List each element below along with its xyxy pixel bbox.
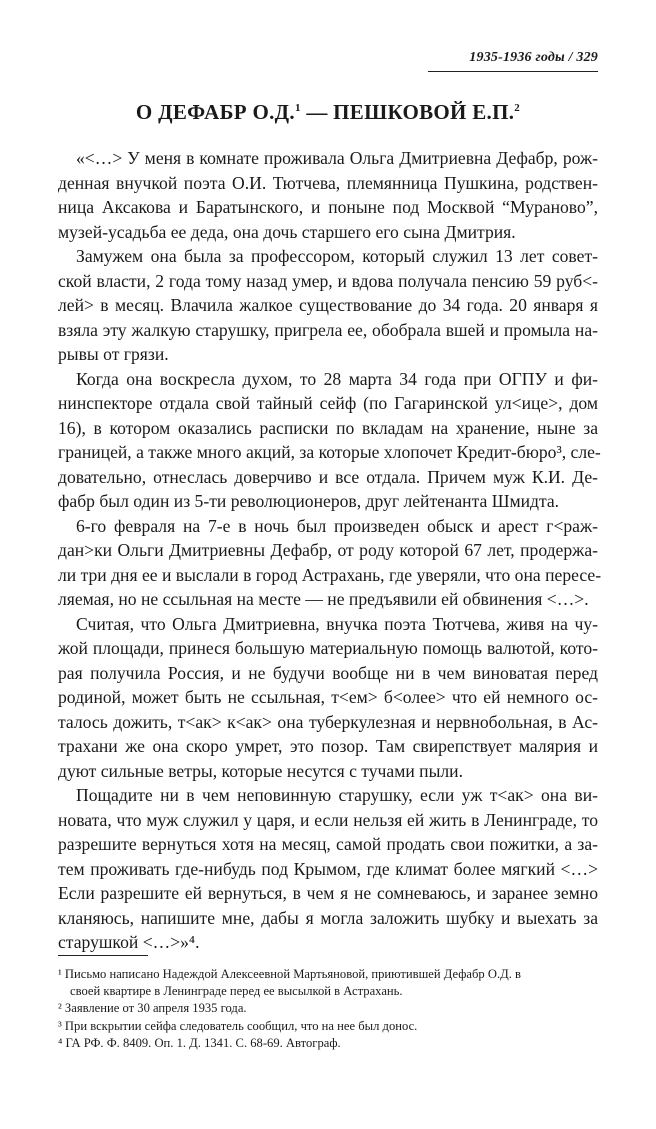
body-line: рая получила Россия, и не будучи вообще ни в чем виноватая перед — [58, 662, 598, 683]
footnote-3: ³ При вскрытии сейфа следователь сообщил, что на нее был донос. — [58, 1018, 418, 1033]
body-line: тем проживать где-нибудь под Крымом, где климат более мягкий <…> — [58, 858, 598, 879]
body-line: 16), в котором оказались расписки по вкладам на хранение, ныне за — [58, 417, 598, 438]
body-line: Если разрешите ей вернуться, в чем я не сомневаюсь, и заранее земно — [58, 883, 598, 903]
body-line: новата, что муж служил у царя, и если нельзя ей жить в Ленинграде, то — [58, 809, 598, 830]
body-line: Замужем она была за профессором, который служил 13 лет совет- — [76, 246, 598, 266]
footnote-1: ¹ Письмо написано Надеждой Алексеевной Мартьяновой, приютившей Дефабр О.Д. в — [58, 967, 521, 981]
body-line: дуют сильные ветры, которые несутся с тучами пыли. — [58, 760, 463, 781]
body-line: границей, а также много акций, за которые хлопочет Кредит-бюро³, сле- — [58, 442, 601, 462]
footnotes — [58, 966, 603, 1052]
footnote-2: ² Заявление от 30 апреля 1935 года. — [58, 1001, 247, 1016]
body-line: ляемая, но не ссыльная на месте — не предъявили ей обвинения <…>. — [58, 589, 589, 609]
title-footnote-ref: 1 — [294, 102, 301, 114]
body-line: Пощадите ни в чем неповинную старушку, если уж т<ак> она ви- — [76, 785, 598, 805]
body-line: Когда она воскресла духом, то 28 марта 34 года при ОГПУ и фи- — [76, 368, 598, 389]
footnote-1-continued: своей квартире в Ленинграде перед ее высылкой в Астрахань. — [70, 984, 403, 999]
body-line: талось дожить, т<ак> к<ак> она туберкулезная и нервнобольная, в Ас- — [58, 711, 598, 732]
letter-body — [58, 146, 602, 955]
body-line: довательно, отнеслась доверчиво и все отдала. Причем муж К.И. Де- — [58, 466, 598, 487]
body-line: «<…> У меня в комнате проживала Ольга Дмитриевна Дефабр, рож- — [76, 148, 598, 168]
body-line: ница Аксакова и Баратынского, и поныне под Москвой “Мураново”, — [58, 197, 598, 217]
article-title — [58, 100, 598, 125]
title-text: О ДЕФАБР О.Д. — [135, 100, 295, 124]
body-line: денная внучкой поэта О.И. Тютчева, племянница Пушкина, родствен- — [58, 172, 598, 193]
body-line: дан>ки Ольги Дмитриевны Дефабр, от роду которой 67 лет, продержа- — [58, 540, 598, 560]
body-line: лей> в месяц. Влачила жалкое существование до 34 года. 20 января я — [58, 295, 598, 315]
running-head: 1935-1936 годы / 329 — [469, 50, 598, 65]
body-line: жой площади, принеся большую материальную помощь валютой, кото- — [58, 638, 598, 658]
body-line: нинспекторе отдала свой тайный сейф (по Гагаринской ул<ице>, дом — [58, 393, 598, 413]
title-footnote-ref-2: 2 — [514, 102, 521, 114]
running-head-rule — [428, 71, 598, 72]
body-line: кланяюсь, напишите мне, дабы я могла заложить шубку и выехать за — [58, 907, 598, 928]
body-line: разрешите вернуться хотя на месяц, самой продать свои пожитки, а за- — [58, 834, 598, 854]
body-line: 6-го февраля на 7-е в ночь был произведен обыск и арест г<раж- — [76, 515, 598, 536]
footnote-separator — [58, 955, 148, 956]
body-line: ской власти, 2 года тому назад умер, и вдова получала пенсию 59 руб<- — [58, 270, 598, 291]
body-line: рывы от грязи. — [58, 344, 169, 364]
body-line: старушкой <…>»⁴. — [58, 932, 200, 952]
body-line: ли три дня ее и выслали в город Астрахань, где уверяли, что она пересе- — [58, 564, 602, 585]
footnote-4: ⁴ ГА РФ. Ф. 8409. Оп. 1. Д. 1341. С. 68-69. Автограф. — [58, 1035, 341, 1050]
body-line: трахани же она скоро умрет, это позор. Там свирепствует малярия и — [58, 736, 598, 756]
body-line: музей-усадьба ее деда, она дочь старшего его сына Дмитрия. — [58, 221, 516, 242]
title-text-2: — ПЕШКОВОЙ Е.П. — [300, 100, 515, 124]
body-line: Считая, что Ольга Дмитриевна, внучка поэта Тютчева, живя на чу- — [76, 613, 598, 634]
body-line: взяла эту жалкую старушку, пригрела ее, обобрала вшей и промыла на- — [58, 319, 598, 340]
body-line: фабр был один из 5-ти революционеров, друг лейтенанта Шмидта. — [58, 491, 560, 511]
body-line: родиной, может быть не ссыльная, т<ем> б<олее> что ей немного ос- — [58, 687, 598, 707]
